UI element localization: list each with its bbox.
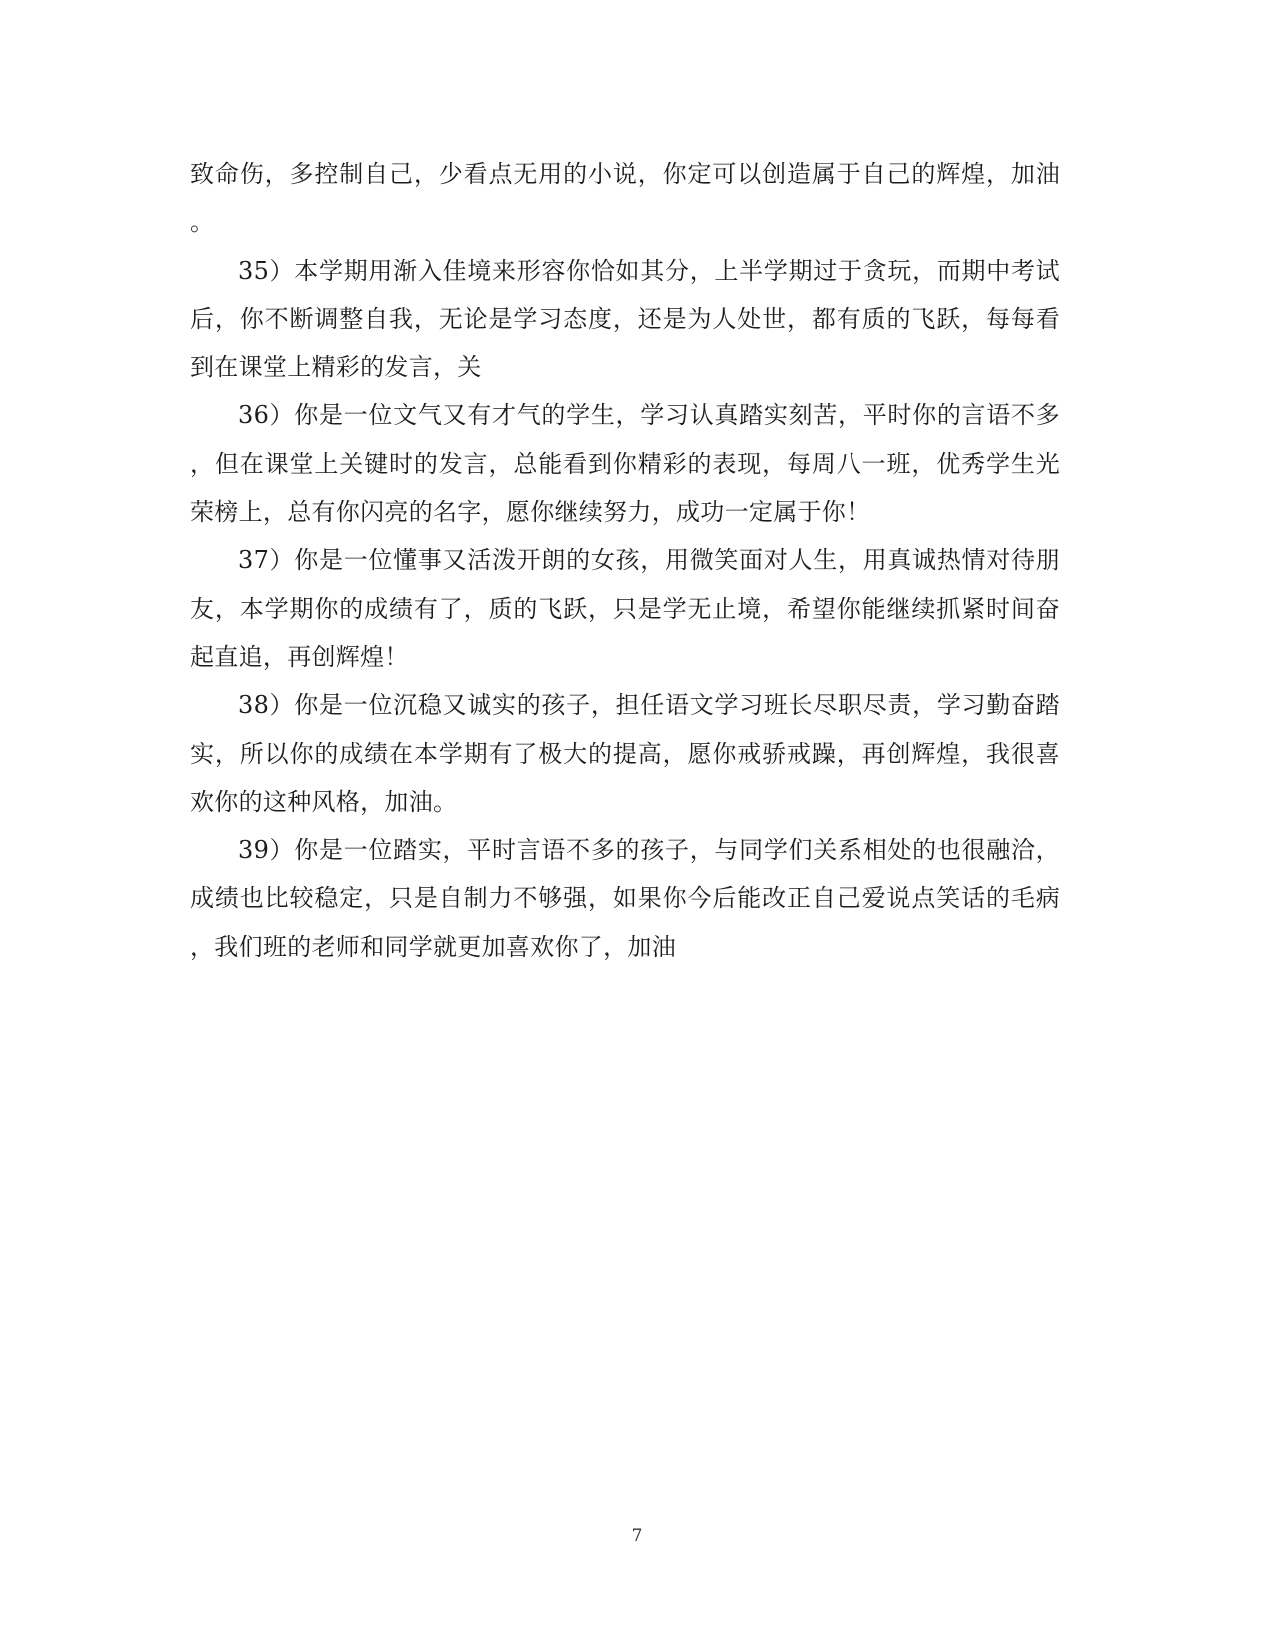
text-line: 致命伤，多控制自己，少看点无用的小说，你定可以创造属于自己的辉煌，加油 xyxy=(190,160,1060,188)
text-line: 。 xyxy=(190,208,215,237)
paragraph-37-line: 37）你是一位懂事又活泼开朗的女孩，用微笑面对人生，用真诚热情对待朋 xyxy=(238,546,1060,575)
paragraph-35-line: 35）本学期用渐入佳境来形容你恰如其分，上半学期过于贪玩，而期中考试 xyxy=(238,256,1060,285)
text-line: ，但在课堂上关键时的发言，总能看到你精彩的表现，每周八一班，优秀学生光 xyxy=(190,449,1060,478)
text-line: 成绩也比较稳定，只是自制力不够强，如果你今后能改正自己爱说点笑话的毛病 xyxy=(190,884,1060,913)
text-line: 后，你不断调整自我，无论是学习态度，还是为人处世，都有质的飞跃，每每看 xyxy=(190,304,1060,333)
paragraph-39-line: 39）你是一位踏实，平时言语不多的孩子，与同学们关系相处的也很融洽， xyxy=(238,836,1060,865)
page-number: 7 xyxy=(631,1526,643,1546)
text-line: 荣榜上，总有你闪亮的名字，愿你继续努力，成功一定属于你！ xyxy=(190,498,871,527)
paragraph-38-line: 38）你是一位沉稳又诚实的孩子，担任语文学习班长尽职尽责，学习勤奋踏 xyxy=(238,691,1060,720)
paragraph-36-line: 36）你是一位文气又有才气的学生，学习认真踏实刻苦，平时你的言语不多 xyxy=(238,401,1060,430)
text-line: ，我们班的老师和同学就更加喜欢你了，加油 xyxy=(190,932,676,961)
body-text xyxy=(190,150,1060,971)
text-line: 欢你的这种风格，加油。 xyxy=(190,787,458,816)
text-line: 到在课堂上精彩的发言，关 xyxy=(190,353,482,382)
text-line: 实，所以你的成绩在本学期有了极大的提高，愿你戒骄戒躁，再创辉煌，我很喜 xyxy=(190,739,1060,768)
text-line: 友，本学期你的成绩有了，质的飞跃，只是学无止境，希望你能继续抓紧时间奋 xyxy=(190,594,1060,623)
text-line: 起直追，再创辉煌！ xyxy=(190,642,409,671)
